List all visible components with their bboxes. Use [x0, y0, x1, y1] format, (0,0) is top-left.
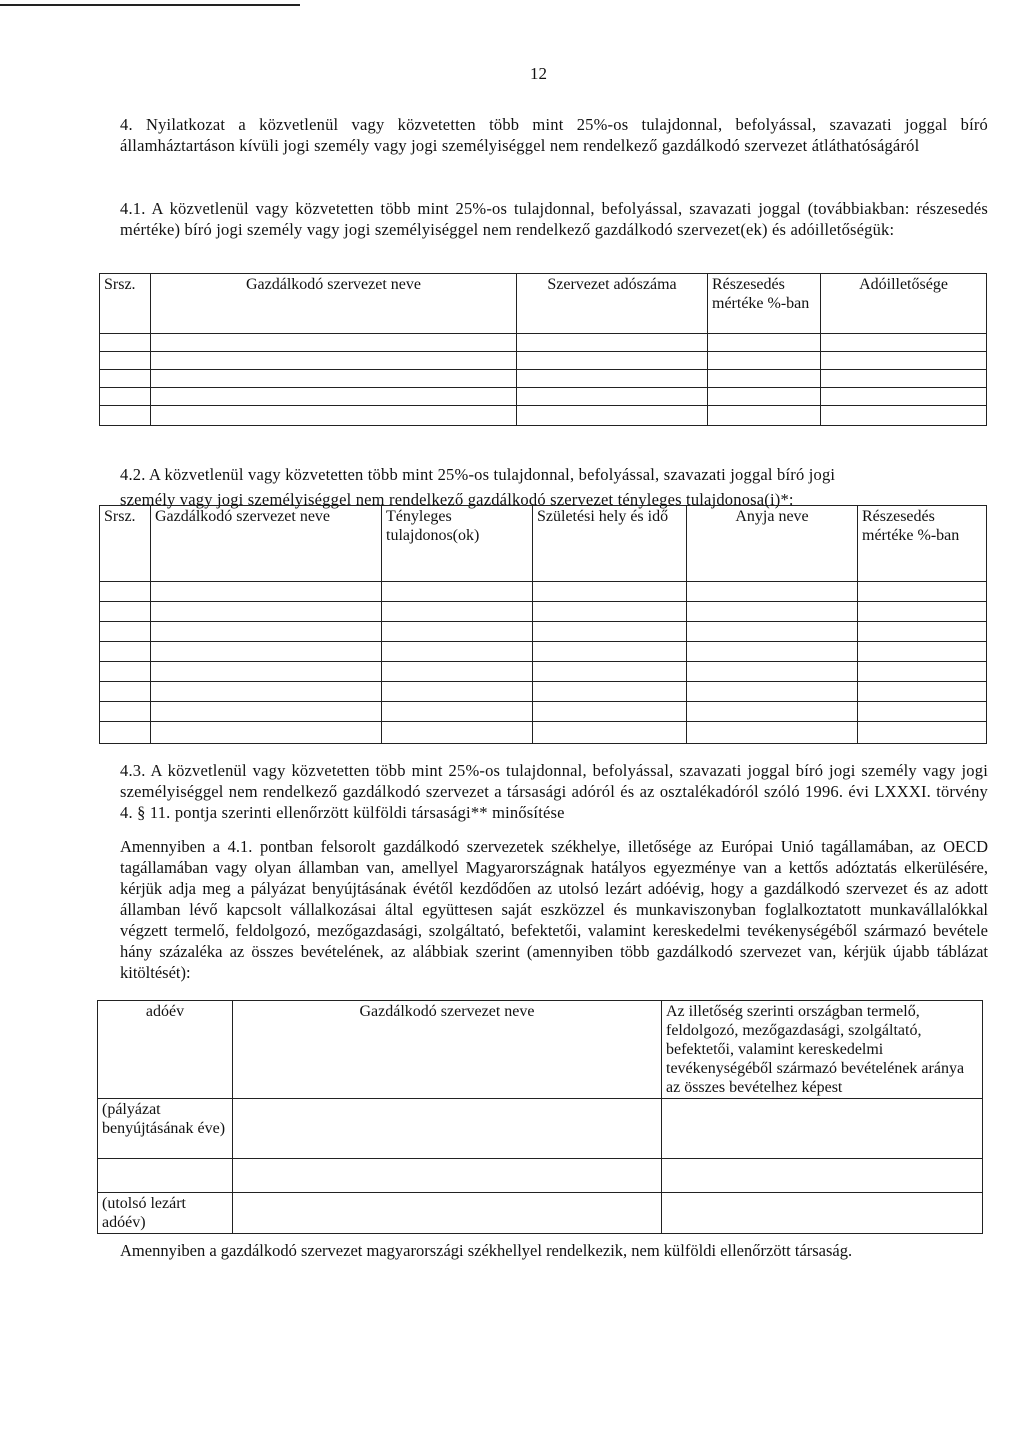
footer-note: Amennyiben a gazdálkodó szervezet magyarországi székhellyel rendelkezik, nem külföldi ellenőrzött társaság. [120, 1241, 853, 1260]
th-srsz: Srsz. [100, 506, 151, 582]
table-4-3-header [98, 1001, 983, 1099]
table-row [98, 1159, 983, 1193]
table-row [98, 1099, 983, 1159]
table-4-2 [99, 505, 987, 744]
table-row [100, 334, 987, 352]
table-row [100, 602, 987, 622]
th-tenyleges-tulajdonos: Tényleges tulajdonos(ok) [382, 506, 533, 582]
th-reszesedes: Részesedés mértéke %-ban [858, 506, 987, 582]
page-number: 12 [530, 64, 547, 83]
row-utolso-adoev: (utolsó lezárt adóév) [98, 1193, 233, 1234]
th-anyja-neve: Anyja neve [687, 506, 858, 582]
table-row [100, 406, 987, 426]
table-row [100, 702, 987, 722]
th-bevetel-arany: Az illetőség szerinti országban termelő, feldolgozó, mezőgazdasági, szolgáltató, befektetői, valamint kereskedelmi tevékenységéből származó bevételének aránya az összes bevételhez képest [662, 1001, 983, 1099]
table-row [100, 352, 987, 370]
table-row [100, 582, 987, 602]
table-4-1 [99, 273, 987, 426]
row-palyazat-eve: (pályázat benyújtásának éve) [98, 1099, 233, 1159]
th-adoilletoseg: Adóilletősége [821, 274, 987, 334]
th-szuletesi-hely: Születési hely és idő [533, 506, 687, 582]
table-4-1-header [100, 274, 987, 334]
section-4-1-text: 4.1. A közvetlenül vagy közvetetten több mint 25%-os tulajdonnal, befolyással, szavazati joggal (továbbiakban: részesedés mértéke) bíró jogi személy vagy jogi személyiséggel nem rendelkező gazdálkodó szervezet(ek) és adóilletőségük: [120, 199, 988, 239]
top-rule [0, 4, 300, 6]
th-srsz: Srsz. [100, 274, 151, 334]
table-row [98, 1193, 983, 1234]
th-reszesedes: Részesedés mértéke %-ban [708, 274, 821, 334]
table-4-2-header [100, 506, 987, 582]
table-4-3 [97, 1000, 983, 1234]
section-4-3-text: 4.3. A közvetlenül vagy közvetetten több mint 25%-os tulajdonnal, befolyással, szavazati joggal bíró jogi személy vagy jogi személyiséggel nem rendelkező gazdálkodó szervezet a társasági adóról és az osztalékadóról szóló 1996. évi LXXXI. törvény 4. § 11. pontja szerinti ellenőrzött külföldi társasági** minősítése [120, 761, 988, 822]
table-row [100, 622, 987, 642]
th-gazdalkodo-neve: Gazdálkodó szervezet neve [151, 506, 382, 582]
th-adoev: adóév [98, 1001, 233, 1099]
section-4-2-text: 4.2. A közvetlenül vagy közvetetten több mint 25%-os tulajdonnal, befolyással, szavazati joggal bíró jogi [120, 465, 836, 484]
table-row [100, 682, 987, 702]
table-row [100, 388, 987, 406]
section-4-heading: 4. Nyilatkozat a közvetlenül vagy közvetetten több mint 25%-os tulajdonnal, befolyással, szavazati joggal bíró államháztartáson kívüli jogi személy vagy jogi személyiséggel nem rendelkező gazdálkodó szervezet átláthatóságáról [120, 115, 988, 155]
th-gazdalkodo-neve: Gazdálkodó szervezet neve [233, 1001, 662, 1099]
section-4-3-paragraph: Amennyiben a 4.1. pontban felsorolt gazdálkodó szervezetek székhelye, illetősége az Európai Unió tagállamában, az OECD tagállamában vagy olyan államban van, amellyel Magyarországnak hatályos egyezménye van a kettős adóztatás elkerülésére, kérjük adja meg a pályázat benyújtásának évétől kezdődően az utolsó lezárt adóévig, hogy a gazdálkodó szervezet és az adott államban lévő kapcsolt vállalkozásai által együttesen saját eszközzel és munkaviszonyban foglalkoztatott munkavállalókkal végzett termelő, feldolgozó, mezőgazdasági, szolgáltató, befektetői, valamint kereskedelmi tevékenységéből származó bevétele hány százaléka az összes bevételének, az alábbiak szerint (amennyiben több gazdálkodó szervezet van, kérjük újabb táblázat kitöltését): [120, 837, 988, 982]
th-adoszam: Szervezet adószáma [517, 274, 708, 334]
section-4-2-cut-line: személy vagy jogi személyiséggel nem rendelkező gazdálkodó szervezet tényleges tulajdonosa(i)*: [120, 490, 794, 509]
th-gazdalkodo-neve: Gazdálkodó szervezet neve [151, 274, 517, 334]
table-row [100, 722, 987, 744]
table-row [100, 642, 987, 662]
table-row [100, 662, 987, 682]
table-row [100, 370, 987, 388]
